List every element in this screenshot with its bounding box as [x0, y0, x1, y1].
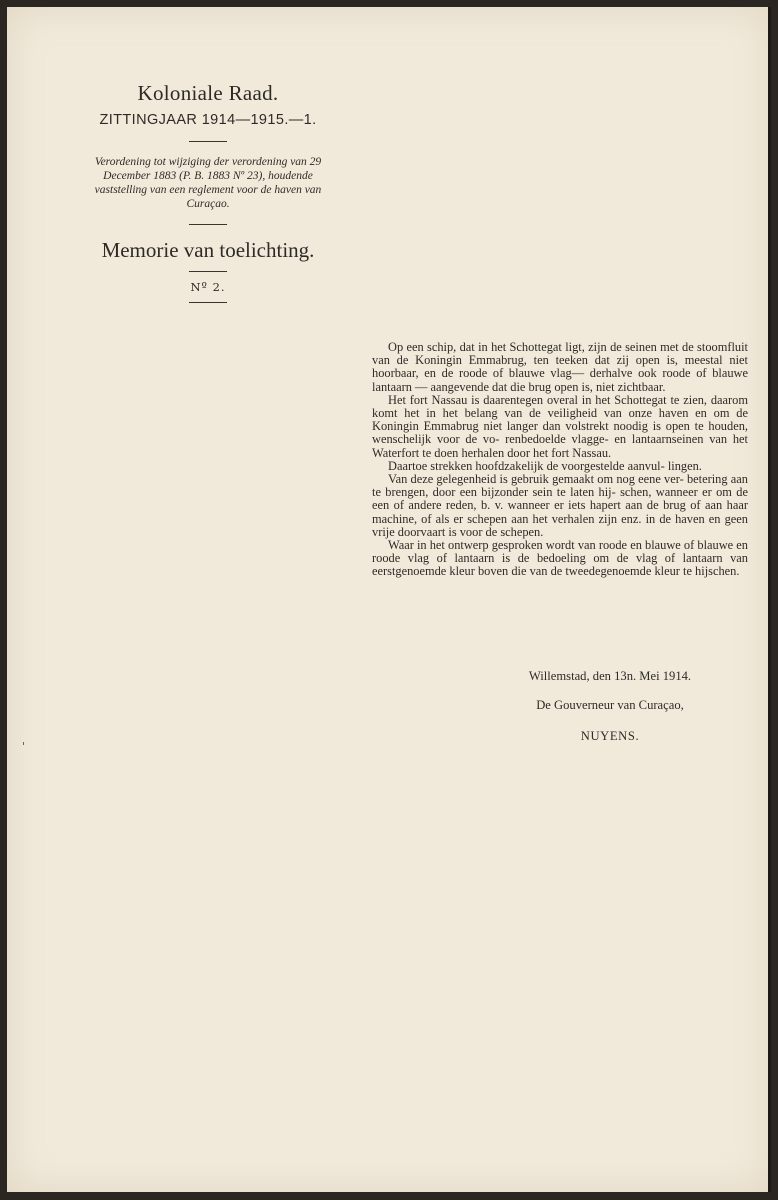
paragraph: Het fort Nassau is daarentegen overal in het Schottegat te zien, daarom komt het in het belang van de veiligheid van onze haven en om de Koningin Emmabrug niet langer dan volstrekt noodig is open te houden, wenschelijk voor de vo- renbedoelde vlagge- en lantaarnseinen van het Waterfort te doen herhalen door het fort Nassau. — [372, 392, 748, 460]
subject-text: Verordening tot wijziging der verordening van 29 December 1883 (P. B. 1883 Nº 23), houdende vaststelling van een reglement voor de haven van Curaçao. — [94, 156, 322, 210]
divider — [189, 271, 227, 272]
paragraph: Op een schip, dat in het Schottegat ligt, zijn de seinen met de stoomfluit van de Koningin Emmabrug, ten teeken dat zij open is, meestal niet hoorbaar, en de roode of blauwe vlag— derhalve ook roode of blauwe lantaarn — aangevende dat die brug open is, niet zichtbaar. — [372, 340, 748, 394]
header-block — [75, 81, 341, 311]
signatory-role: De Gouverneur van Curaçao, — [536, 698, 684, 712]
divider — [189, 141, 227, 142]
document-title: Koloniale Raad. — [137, 81, 279, 105]
divider — [189, 302, 227, 303]
paragraph: Waar in het ontwerp gesproken wordt van roode en blauwe of blauwe en roode vlag of lantaarn is de bedoeling om de vlag of lantaarn van eerstgenoemde kleur boven die van de tweedegenoemde kleur te hijschen. — [372, 538, 748, 579]
memorie-heading: Memorie van toelichting. — [101, 238, 315, 262]
paragraph: Van deze gelegenheid is gebruik gemaakt om nog eene ver- betering aan te brengen, door een bijzonder sein te laten hij- schen, wanneer er om de een of andere reden, b. v. wanneer er iets hapert aan de brug of aan haar machine, of als er schepen aan het verhalen zijn enz. in de haven en geen vrije doorvaart is voor de schepen. — [372, 472, 748, 539]
place-date: Willemstad, den 13n. Mei 1914. — [528, 669, 692, 683]
body-text — [372, 341, 748, 579]
paper-speck — [23, 742, 24, 745]
page-edge — [768, 7, 771, 1192]
document-page — [7, 7, 771, 1192]
signatory-name: NUYENS. — [580, 729, 640, 743]
divider — [189, 224, 227, 225]
paragraph: Daartoe strekken hoofdzakelijk de voorgestelde aanvul- lingen. — [388, 458, 702, 473]
session-year: ZITTINGJAAR 1914—1915.—1. — [99, 112, 317, 128]
document-number: Nº 2. — [190, 280, 226, 294]
